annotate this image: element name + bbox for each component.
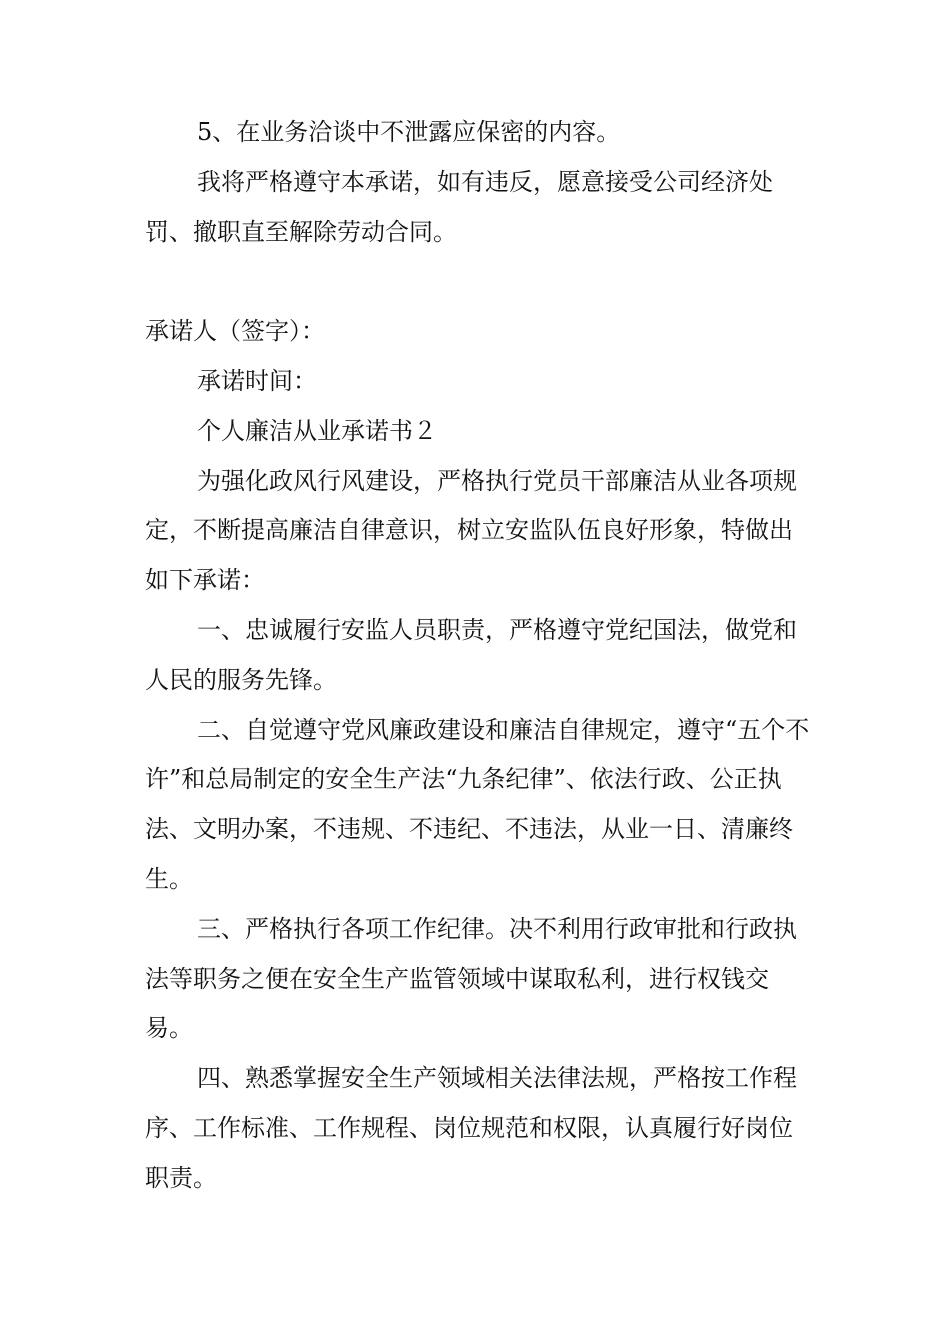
paragraph-item-three: 三、严格执行各项工作纪律。决不利用行政审批和行政执法等职务之便在安全生产监管领域中谋取私利，进行权钱交易。 <box>145 914 797 1043</box>
paragraph-item-one: 一、忠诚履行安监人员职责，严格遵守党纪国法，做党和人民的服务先锋。 <box>145 615 797 694</box>
section-title: 个人廉洁从业承诺书２ <box>197 416 437 445</box>
paragraph-commitment-penalty: 我将严格遵守本承诺，如有违反，愿意接受公司经济处罚、撤职直至解除劳动合同。 <box>145 167 773 246</box>
blank-line <box>145 257 810 307</box>
date-label: 承诺时间： <box>197 366 317 395</box>
paragraph-item-four: 四、熟悉掌握安全生产领域相关法律法规，严格按工作程序、工作标准、工作规程、岗位规范和权限，认真履行好岗位职责。 <box>145 1064 797 1192</box>
paragraph-item-two: 二、自觉遵守党风廉政建设和廉洁自律规定，遵守“五个不许”和总局制定的安全生产法“九条纪律”、依法行政、公正执法、文明办案，不违规、不违纪、不违法，从业一日、清廉终生。 <box>145 715 810 893</box>
document-body <box>145 108 810 1204</box>
paragraph-intro: 为强化政风行风建设，严格执行党员干部廉洁从业各项规定，不断提高廉洁自律意识，树立安监队伍良好形象，特做出如下承诺： <box>145 466 797 595</box>
paragraph-item-5: 5、在业务洽谈中不泄露应保密的内容。 <box>197 118 621 146</box>
signature-label: 承诺人（签字）： <box>145 317 325 346</box>
